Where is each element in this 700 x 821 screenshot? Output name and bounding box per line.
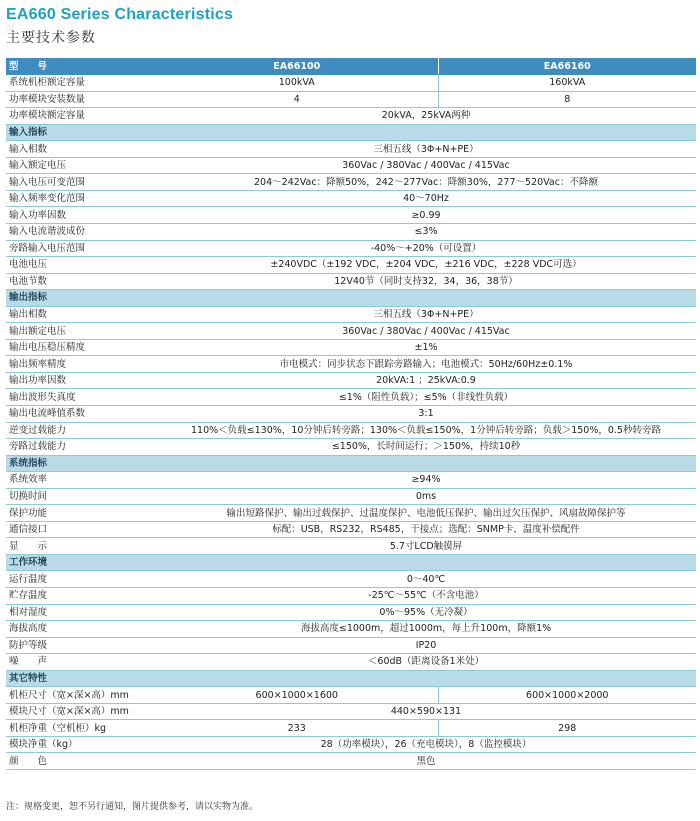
spec-row xyxy=(6,654,696,671)
spec-label: 系统机柜额定容量 xyxy=(6,75,156,92)
spec-value: -40%～+20%（可设置） xyxy=(156,240,696,257)
spec-label: 输出波形失真度 xyxy=(6,389,156,406)
spec-row xyxy=(6,521,696,538)
spec-value: 110%＜负载≤130%，10分钟后转旁路；130%＜负载≤150%，1分钟后转旁路；负载＞150%，0.5秒转旁路 xyxy=(156,422,696,439)
spec-row xyxy=(6,223,696,240)
spec-value: 0～40℃ xyxy=(156,571,696,588)
spec-value: 黑色 xyxy=(156,753,696,770)
spec-row xyxy=(6,488,696,505)
spec-label: 输出电流峰值系数 xyxy=(6,405,156,422)
spec-label: 输出频率精度 xyxy=(6,356,156,373)
spec-label: 电池电压 xyxy=(6,257,156,274)
spec-value-model-b: 160kVA xyxy=(438,75,696,92)
spec-label: 输出相数 xyxy=(6,306,156,323)
spec-value: 市电模式：同步状态下跟踪旁路输入；电池模式：50Hz/60Hz±0.1% xyxy=(156,356,696,373)
spec-row xyxy=(6,257,696,274)
spec-label: 机柜净重（空机柜）kg xyxy=(6,720,156,737)
spec-value: ＜60dB（距离设备1米处） xyxy=(156,654,696,671)
spec-label: 模块尺寸（宽×深×高）mm xyxy=(6,703,156,720)
spec-row xyxy=(6,637,696,654)
section-header-row xyxy=(6,124,696,141)
spec-table xyxy=(6,58,696,770)
spec-value-model-a: 600×1000×1600 xyxy=(156,687,438,704)
spec-value: 28（功率模块），26（充电模块），8（监控模块） xyxy=(156,736,696,753)
spec-value: ≤3% xyxy=(156,223,696,240)
spec-row xyxy=(6,389,696,406)
spec-row xyxy=(6,703,696,720)
spec-label: 防护等级 xyxy=(6,637,156,654)
spec-row xyxy=(6,405,696,422)
spec-value: ≤150%，长时间运行；＞150%，持续10秒 xyxy=(156,439,696,456)
spec-label: 保护功能 xyxy=(6,505,156,522)
spec-value: 3:1 xyxy=(156,405,696,422)
spec-value: ±240VDC（±192 VDC，±204 VDC，±216 VDC，±228 VDC可选） xyxy=(156,257,696,274)
section-title: 其它特性 xyxy=(6,670,696,687)
spec-label: 输出额定电压 xyxy=(6,323,156,340)
spec-label: 输出功率因数 xyxy=(6,372,156,389)
spec-label: 输入相数 xyxy=(6,141,156,158)
spec-row xyxy=(6,108,696,125)
spec-label: 输入频率变化范围 xyxy=(6,190,156,207)
spec-row xyxy=(6,604,696,621)
section-header-row xyxy=(6,670,696,687)
spec-row xyxy=(6,306,696,323)
spec-value: 360Vac / 380Vac / 400Vac / 415Vac xyxy=(156,323,696,340)
spec-row xyxy=(6,439,696,456)
spec-value: 0ms xyxy=(156,488,696,505)
spec-label: 显 示 xyxy=(6,538,156,555)
spec-row xyxy=(6,157,696,174)
spec-row xyxy=(6,422,696,439)
spec-value-model-a: 233 xyxy=(156,720,438,737)
spec-row xyxy=(6,621,696,638)
spec-label: 相对湿度 xyxy=(6,604,156,621)
spec-value: ≤1%（阻性负载）；≤5%（非线性负载） xyxy=(156,389,696,406)
spec-label: 输出电压稳压精度 xyxy=(6,339,156,356)
spec-value: 海拔高度≤1000m，超过1000m，每上升100m，降额1% xyxy=(156,621,696,638)
spec-value: 标配：USB，RS232，RS485，干接点；选配：SNMP卡、温度补偿配件 xyxy=(156,521,696,538)
section-header-row xyxy=(6,455,696,472)
spec-value: 440×590×131 xyxy=(156,703,696,720)
spec-value-model-a: 4 xyxy=(156,91,438,108)
table-header-row xyxy=(6,58,696,75)
spec-row xyxy=(6,75,696,92)
section-header-row xyxy=(6,554,696,571)
spec-row xyxy=(6,356,696,373)
spec-label: 功率模块额定容量 xyxy=(6,108,156,125)
spec-row xyxy=(6,538,696,555)
spec-value-model-b: 600×1000×2000 xyxy=(438,687,696,704)
spec-value: 0%～95%（无冷凝） xyxy=(156,604,696,621)
section-title: 工作环境 xyxy=(6,554,696,571)
spec-label: 旁路过载能力 xyxy=(6,439,156,456)
spec-row xyxy=(6,207,696,224)
spec-label: 机柜尺寸（宽×深×高）mm xyxy=(6,687,156,704)
spec-row xyxy=(6,720,696,737)
spec-row xyxy=(6,240,696,257)
spec-row xyxy=(6,372,696,389)
spec-value-model-a: 100kVA xyxy=(156,75,438,92)
section-title: 输出指标 xyxy=(6,290,696,307)
spec-label: 输入额定电压 xyxy=(6,157,156,174)
spec-label: 输入电压可变范围 xyxy=(6,174,156,191)
spec-label: 输入功率因数 xyxy=(6,207,156,224)
footnote: 注：规格变更，恕不另行通知，图片提供参考，请以实物为准。 xyxy=(6,802,259,812)
header-label: 型 号 xyxy=(6,58,156,75)
spec-label: 贮存温度 xyxy=(6,588,156,605)
spec-row xyxy=(6,174,696,191)
spec-label: 电池节数 xyxy=(6,273,156,290)
spec-label: 切换时间 xyxy=(6,488,156,505)
spec-row xyxy=(6,273,696,290)
spec-value: -25℃～55℃（不含电池） xyxy=(156,588,696,605)
section-title: 系统指标 xyxy=(6,455,696,472)
spec-row xyxy=(6,323,696,340)
page-title: EA660 Series Characteristics xyxy=(6,6,234,23)
spec-row xyxy=(6,91,696,108)
spec-label: 模块净重（kg） xyxy=(6,736,156,753)
header-model-b: EA66160 xyxy=(438,58,696,75)
spec-value: ≥0.99 xyxy=(156,207,696,224)
spec-value: 40～70Hz xyxy=(156,190,696,207)
spec-row xyxy=(6,571,696,588)
spec-label: 系统效率 xyxy=(6,472,156,489)
spec-label: 海拔高度 xyxy=(6,621,156,638)
spec-value-model-b: 8 xyxy=(438,91,696,108)
spec-value: 输出短路保护、输出过载保护、过温度保护、电池低压保护、输出过欠压保护、风扇故障保护等 xyxy=(156,505,696,522)
spec-row xyxy=(6,190,696,207)
spec-value: ≥94% xyxy=(156,472,696,489)
spec-label: 功率模块安装数量 xyxy=(6,91,156,108)
spec-value-model-b: 298 xyxy=(438,720,696,737)
section-title: 输入指标 xyxy=(6,124,696,141)
spec-value: IP20 xyxy=(156,637,696,654)
spec-label: 逆变过载能力 xyxy=(6,422,156,439)
spec-label: 输入电流谐波成份 xyxy=(6,223,156,240)
spec-row xyxy=(6,505,696,522)
header-model-a: EA66100 xyxy=(156,58,438,75)
spec-label: 噪 声 xyxy=(6,654,156,671)
spec-row xyxy=(6,339,696,356)
spec-row xyxy=(6,141,696,158)
spec-value: 5.7寸LCD触摸屏 xyxy=(156,538,696,555)
spec-value: 三相五线（3Φ+N+PE） xyxy=(156,306,696,323)
spec-value: ±1% xyxy=(156,339,696,356)
spec-label: 旁路输入电压范围 xyxy=(6,240,156,257)
spec-row xyxy=(6,472,696,489)
spec-row xyxy=(6,588,696,605)
spec-value: 360Vac / 380Vac / 400Vac / 415Vac xyxy=(156,157,696,174)
page-subtitle: 主要技术参数 xyxy=(6,30,96,46)
spec-value: 12V40节（同时支持32，34，36，38节） xyxy=(156,273,696,290)
spec-value: 204～242Vac：降额50%，242～277Vac：降额30%，277～520Vac：不降额 xyxy=(156,174,696,191)
spec-row xyxy=(6,736,696,753)
spec-row xyxy=(6,753,696,770)
spec-row xyxy=(6,687,696,704)
section-header-row xyxy=(6,290,696,307)
spec-value: 三相五线（3Φ+N+PE） xyxy=(156,141,696,158)
spec-label: 通信接口 xyxy=(6,521,156,538)
spec-value: 20kVA，25kVA两种 xyxy=(156,108,696,125)
spec-label: 颜 色 xyxy=(6,753,156,770)
spec-value: 20kVA:1 ；25kVA:0.9 xyxy=(156,372,696,389)
spec-label: 运行温度 xyxy=(6,571,156,588)
